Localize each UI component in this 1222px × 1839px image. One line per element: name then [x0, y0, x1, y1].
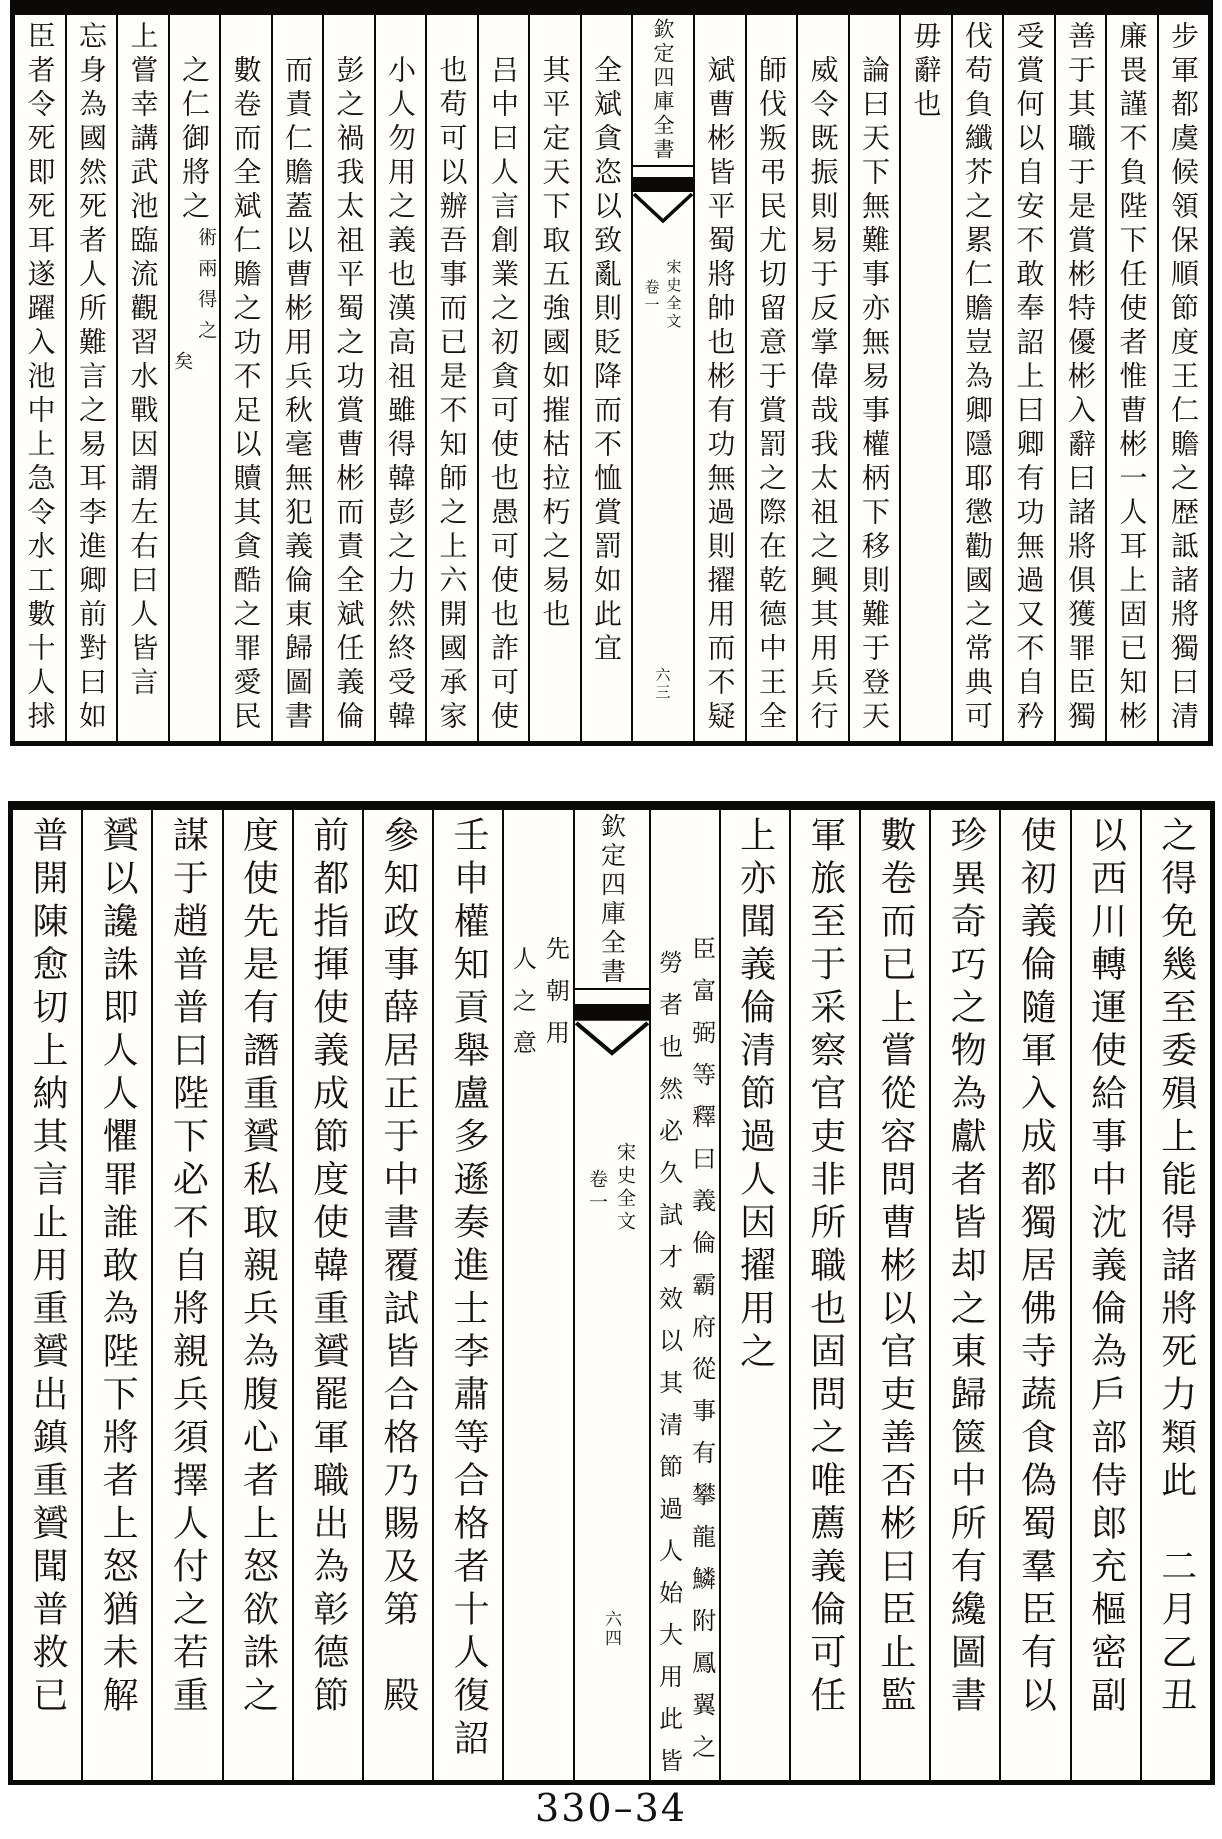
- text-column: [65, 15, 117, 741]
- column-text: 斌曹彬皆平蜀將帥也彬有功無過則擢用而不疑: [703, 55, 737, 735]
- note-right-line: 先朝用: [541, 936, 570, 1062]
- column-text: 上亦聞義倫清節過人因擢用之: [734, 816, 776, 1375]
- text-column: [1105, 15, 1157, 741]
- commentary-column: [322, 15, 374, 741]
- banxin-column: [631, 15, 693, 741]
- fishtail-icon: [575, 1004, 649, 1062]
- commentary-column: [425, 15, 477, 741]
- text-column: [1002, 15, 1054, 741]
- column-text: 之仁御將之: [177, 55, 211, 225]
- juan-label: 卷一: [586, 1169, 608, 1215]
- text-column: [951, 15, 1003, 741]
- text-column: [116, 15, 168, 741]
- text-column: [1157, 15, 1209, 741]
- text-column: [15, 15, 65, 741]
- column-text: 吕中曰人言創業之初貪可使也愚可使也詐可使: [486, 55, 520, 735]
- text-column: [789, 810, 859, 1780]
- siku-title: 欽定四庫全書: [651, 18, 675, 162]
- text-column: [929, 810, 999, 1780]
- double-note: [505, 936, 571, 1072]
- text-column: [432, 810, 502, 1780]
- column-text: 善于其職于是賞彬特優彬入辭曰諸將俱獲罪臣獨: [1063, 21, 1097, 735]
- column-text: 其平定天下取五強國如摧枯拉朽之易也: [538, 55, 572, 633]
- column-text: 受賞何以自安不敢奉詔上曰卿有功無過又不自矜: [1012, 21, 1046, 735]
- text-column: [1054, 15, 1106, 741]
- book-title: 宋史全文: [614, 1142, 636, 1234]
- commentary-column: [219, 15, 271, 741]
- column-text: 彭之禍我太祖平蜀之功賞曹彬而責全斌任義倫: [332, 55, 366, 735]
- column-text: 上嘗幸講武池臨流觀習水戰因謂左右曰人皆言: [126, 21, 160, 701]
- leaf-top: [10, 0, 1213, 746]
- commentary-column: [477, 15, 529, 741]
- commentary-column: [848, 15, 900, 741]
- commentary-column: [693, 15, 745, 741]
- column-text: 以西川轉運使給事中沈義倫為戶部侍郎充樞密副: [1085, 816, 1127, 1719]
- double-note: [652, 936, 718, 1790]
- column-text: 廉畏謹不負陛下任使者惟曹彬一人耳上固已知彬: [1115, 21, 1149, 735]
- inline-double-note: [170, 227, 218, 382]
- double-note-column: [649, 810, 719, 1790]
- text-column: [719, 810, 789, 1780]
- column-text: 臣者令死即死耳遂躍入池中上急令水工數十人捄: [23, 21, 57, 735]
- column-text: 數卷而全斌仁贍之功不足以贖其貪酷之罪愛民: [229, 55, 263, 735]
- fishtail-icon: [633, 177, 693, 229]
- text-column: [899, 15, 951, 741]
- column-text: 伐苟負纖芥之累仁贍豈為卿隱耶懲勸國之常典可: [960, 21, 994, 735]
- leaf-bottom: [8, 801, 1215, 1790]
- column-text: 普開陳愈切上納其言止用重贇出鎮重贇聞普救已: [26, 816, 68, 1719]
- text-column: [292, 810, 362, 1780]
- column-text: 度使先是有譖重贇私取親兵為腹心者上怒欲誅之: [237, 816, 279, 1719]
- column-text: 威令既振則易于反掌偉哉我太祖之興其用兵行: [806, 55, 840, 735]
- banxin-column: [573, 810, 649, 1780]
- double-note-column: [502, 810, 572, 1780]
- plate-number: 330–34: [535, 1786, 687, 1830]
- text-column: [999, 810, 1069, 1780]
- juan-label: 卷一: [642, 279, 661, 315]
- folio-number: 六四: [601, 1610, 621, 1648]
- text-column: [859, 810, 929, 1780]
- commentary-column: [796, 15, 848, 741]
- note-left-line: 矣: [171, 351, 194, 382]
- column-text: 使初義倫隨軍入成都獨居佛寺蔬食偽蜀羣臣有以: [1015, 816, 1057, 1719]
- column-text: 師伐叛弔民尤切留意于賞罰之際在乾德中王全: [754, 55, 788, 735]
- commentary-column: [745, 15, 797, 741]
- leaf-bottom-columns: [13, 810, 1210, 1790]
- column-text: 前都指揮使義成節度使韓重贇罷軍職出為彰德節: [307, 816, 349, 1719]
- commentary-column-with-note: [168, 15, 220, 741]
- siku-title: 欽定四庫全書: [597, 813, 627, 987]
- column-text: 毋辭也: [909, 21, 943, 123]
- column-text: 步軍都虞候領保順節度王仁贍之歴詆諸將獨曰清: [1166, 21, 1200, 735]
- banxin-title-box: [575, 810, 649, 990]
- column-text: 謀于趙普普曰陛下必不自將親兵須擇人付之若重: [167, 816, 209, 1719]
- banxin-book: [642, 259, 685, 331]
- column-text: 贇以讒誅即人人懼罪誰敢為陛下將者上怒猶未解: [97, 816, 139, 1719]
- column-text: 忘身為國然死者人所難言之易耳李進卿前對曰如: [74, 21, 108, 735]
- column-text: 珍異奇巧之物為獻者皆却之東歸篋中所有纔圖書: [945, 816, 987, 1719]
- commentary-column: [374, 15, 426, 741]
- column-text: 軍旅至于采察官吏非所職也固問之唯薦義倫可任: [804, 816, 846, 1719]
- text-column: [362, 810, 432, 1780]
- column-text: 之得免幾至委殞上能得諸將死力類此 二月乙丑: [1155, 816, 1197, 1719]
- text-column: [1070, 810, 1140, 1780]
- text-column: [151, 810, 221, 1780]
- note-left-line: 人之意: [508, 946, 537, 1072]
- text-column: [222, 810, 292, 1780]
- commentary-column: [580, 15, 632, 741]
- banxin-book: [584, 1142, 639, 1234]
- note-left-line: 勞者也然必久試才效以其清節過人始大用此皆: [654, 950, 683, 1790]
- column-text: 論曰天下無難事亦無易事權柄下移則難于登天: [857, 55, 891, 735]
- book-title: 宋史全文: [664, 259, 683, 331]
- column-text: 也苟可以辦吾事而已是不知師之上六開國承家: [435, 55, 469, 735]
- commentary-column: [528, 15, 580, 741]
- note-right-line: 術兩得之: [195, 227, 218, 351]
- text-column: [1140, 810, 1210, 1780]
- commentary-column: [271, 15, 323, 741]
- column-text: 全斌貪恣以致亂則貶降而不恤賞罰如此宜: [589, 55, 623, 667]
- text-column: [13, 810, 81, 1780]
- column-text: 小人勿用之義也漢高祖雖得韓彭之力然終受韓: [383, 55, 417, 735]
- column-text: 參知政事薛居正于中書覆試皆合格乃賜及第 殿: [377, 816, 419, 1719]
- column-text: 數卷而已上嘗從容問曹彬以官吏善否彬曰臣止監: [875, 816, 917, 1719]
- leaf-top-columns: [15, 15, 1208, 741]
- folio-number: 六三: [653, 667, 672, 701]
- banxin-title-box: [633, 15, 693, 167]
- column-text: 壬申權知貢舉盧多遜奏進士李肅等合格者十人復詔: [448, 816, 490, 1762]
- column-text: 而責仁贍蓋以曹彬用兵秋毫無犯義倫東歸圖書: [280, 55, 314, 735]
- note-right-line: 臣富弼等釋曰義倫霸府從事有攀龍鱗附鳳翼之: [687, 936, 716, 1776]
- text-column: [81, 810, 151, 1780]
